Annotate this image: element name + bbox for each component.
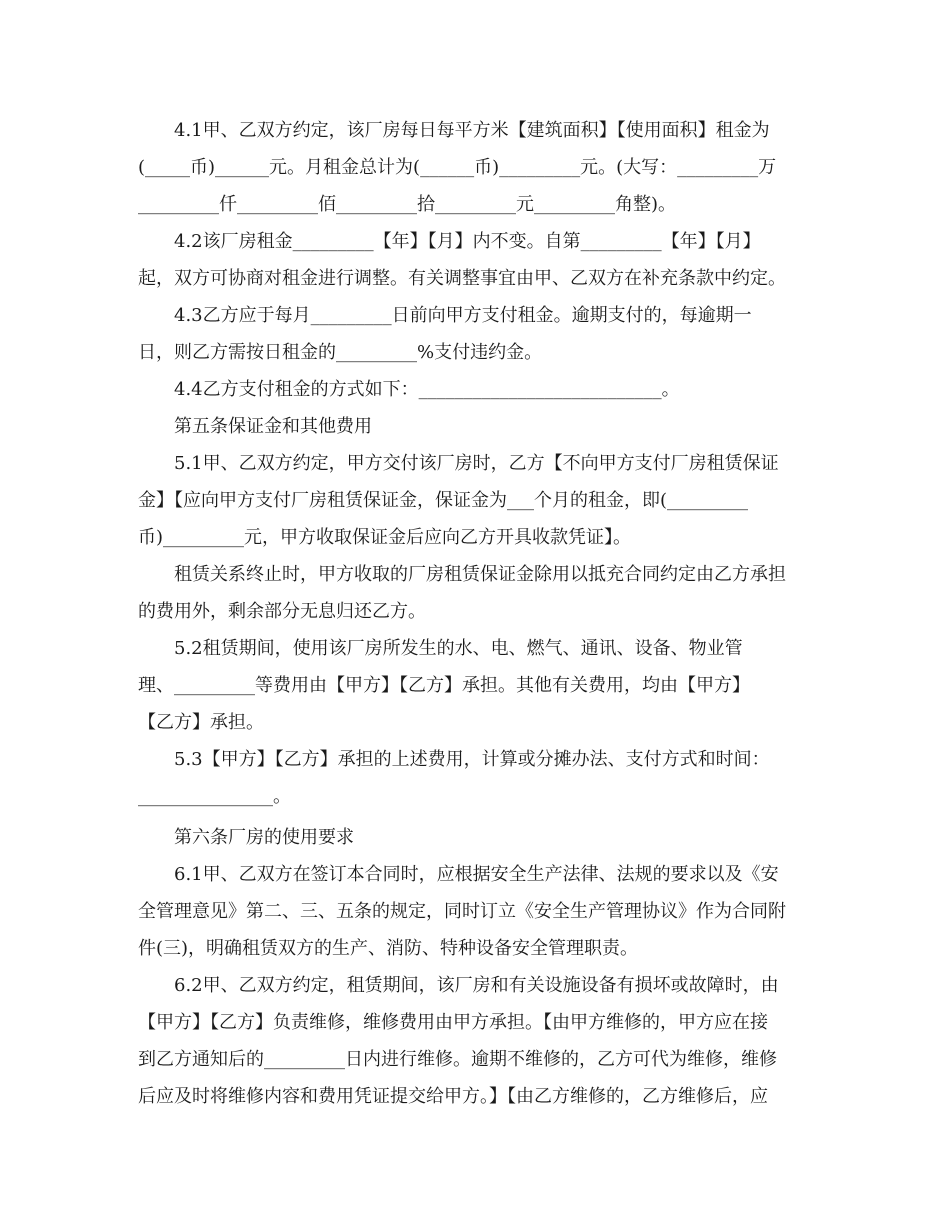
paragraph-line: 4.3乙方应于每月_________日前向甲方支付租金。逾期支付的，每逾期一 <box>174 305 752 326</box>
paragraph-line: 金】【应向甲方支付厂房租赁保证金，保证金为___个月的租金，即(_________ <box>138 490 749 511</box>
section-heading: 第五条保证金和其他费用 <box>174 416 372 437</box>
paragraph-line: 6.2甲、乙双方约定，租赁期间，该厂房和有关设施设备有损坏或故障时，由 <box>174 975 779 996</box>
paragraph-line: 6.1甲、乙双方在签订本合同时，应根据安全生产法律、法规的要求以及《安 <box>174 864 779 885</box>
paragraph-line: 的费用外，剩余部分无息归还乙方。 <box>138 601 426 622</box>
paragraph-line: 理、_________等费用由【甲方】【乙方】承担。其他有关费用，均由【甲方】 <box>138 675 750 696</box>
paragraph-line: 5.1甲、乙双方约定，甲方交付该厂房时，乙方【不向甲方支付厂房租赁保证 <box>174 453 779 474</box>
paragraph-line: 币)_________元，甲方收取保证金后应向乙方开具收款凭证】。 <box>138 527 632 548</box>
paragraph-line: _______________。 <box>138 786 291 807</box>
paragraph-line: 到乙方通知后的_________日内进行维修。逾期不维修的，乙方可代为维修，维修 <box>138 1049 777 1070</box>
paragraph-line: 5.2租赁期间，使用该厂房所发生的水、电、燃气、通讯、设备、物业管 <box>174 638 743 659</box>
paragraph-line: _________仟_________佰_________拾_________元_________角整)。 <box>138 194 677 215</box>
paragraph-line: 【乙方】承担。 <box>138 712 264 733</box>
paragraph-line: (_____币)______元。月租金总计为(______币)_________元。(大写：_________万 <box>138 157 777 178</box>
paragraph-line: 4.4乙方支付租金的方式如下：___________________________。 <box>174 379 680 400</box>
paragraph-line: 后应及时将维修内容和费用凭证提交给甲方。】【由乙方维修的，乙方维修后，应 <box>138 1086 768 1107</box>
section-heading: 第六条厂房的使用要求 <box>174 827 354 848</box>
paragraph-line: 【甲方】【乙方】负责维修，维修费用由甲方承担。【由甲方维修的，甲方应在接 <box>138 1012 768 1033</box>
paragraph-line: 租赁关系终止时，甲方收取的厂房租赁保证金除用以抵充合同约定由乙方承担 <box>174 564 786 585</box>
paragraph-line: 5.3【甲方】【乙方】承担的上述费用，计算或分摊办法、支付方式和时间： <box>174 749 770 770</box>
paragraph-line: 起，双方可协商对租金进行调整。有关调整事宜由甲、乙双方在补充条款中约定。 <box>138 268 786 289</box>
paragraph-line: 日，则乙方需按日租金的_________%支付违约金。 <box>138 342 543 363</box>
paragraph-line: 4.1甲、乙双方约定，该厂房每日每平方米【建筑面积】【使用面积】租金为 <box>174 120 770 141</box>
document-page <box>138 112 814 1115</box>
paragraph-line: 全管理意见》第二、三、五条的规定，同时订立《安全生产管理协议》作为合同附 <box>138 901 786 922</box>
paragraph-line: 件(三)，明确租赁双方的生产、消防、特种设备安全管理职责。 <box>138 938 639 959</box>
paragraph-line: 4.2该厂房租金_________【年】【月】内不变。自第_________【年】【月】 <box>174 231 761 252</box>
